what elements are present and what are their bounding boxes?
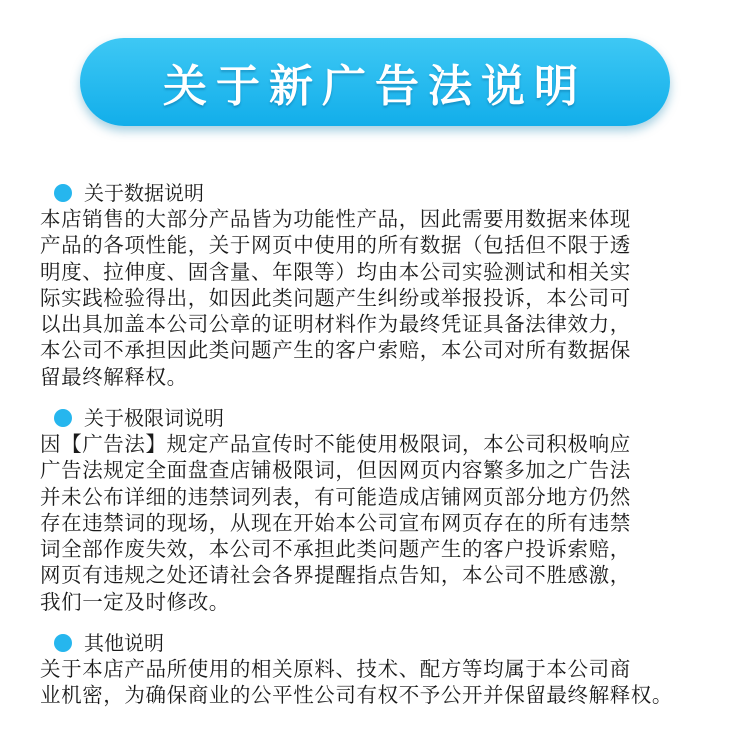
paragraph-line: 留最终解释权。 — [40, 364, 188, 389]
bullet-dot-icon — [54, 409, 72, 427]
paragraph-line: 明度、拉伸度、固含量、年限等）均由本公司实验测试和相关实 — [40, 259, 631, 284]
bullet-dot-icon — [54, 634, 72, 652]
section-title: 关于数据说明 — [84, 181, 204, 205]
paragraph-line: 存在违禁词的现场，从现在开始本公司宣布网页存在的所有违禁 — [40, 510, 631, 535]
paragraph-line: 广告法规定全面盘查店铺极限词，但因网页内容繁多加之广告法 — [40, 458, 631, 483]
section-title: 其他说明 — [84, 631, 164, 655]
paragraph-line: 网页有违规之处还请社会各界提醒指点告知，本公司不胜感激， — [40, 563, 631, 588]
paragraph-line: 关于本店产品所使用的相关原料、技术、配方等均属于本公司商 — [40, 657, 631, 681]
paragraph-line: 业机密，为确保商业的公平性公司有权不予公开并保留最终解释权。 — [40, 683, 673, 708]
section-other-notice — [40, 630, 720, 709]
paragraph-line: 我们一定及时修改。 — [40, 589, 230, 614]
section-superlative-words-notice — [40, 405, 720, 615]
paragraph-line: 并未公布详细的违禁词列表，有可能造成店铺网页部分地方仍然 — [40, 484, 631, 509]
paragraph-line: 本公司不承担因此类问题产生的客户索赔，本公司对所有数据保 — [40, 338, 631, 363]
section-heading — [54, 630, 720, 656]
bullet-dot-icon — [54, 184, 72, 202]
title-banner — [80, 38, 670, 126]
section-heading — [54, 405, 720, 431]
paragraph-line: 词全部作废失效，本公司不承担此类问题产生的客户投诉索赔， — [40, 537, 631, 562]
paragraph-line: 以出具加盖本公司公章的证明材料作为最终凭证具备法律效力， — [40, 312, 631, 337]
section-data-notice — [40, 180, 720, 390]
paragraph-line: 际实践检验得出，如因此类问题产生纠纷或举报投诉，本公司可 — [40, 285, 631, 310]
paragraph-line: 本店销售的大部分产品皆为功能性产品，因此需要用数据来体现 — [40, 207, 631, 231]
paragraph-line: 产品的各项性能，关于网页中使用的所有数据（包括但不限于透 — [40, 233, 631, 258]
page-title: 关于新广告法说明 — [163, 61, 587, 112]
section-heading — [54, 180, 720, 206]
paragraph-line: 因【广告法】规定产品宣传时不能使用极限词，本公司积极响应 — [40, 432, 631, 456]
section-title: 关于极限词说明 — [84, 406, 224, 430]
